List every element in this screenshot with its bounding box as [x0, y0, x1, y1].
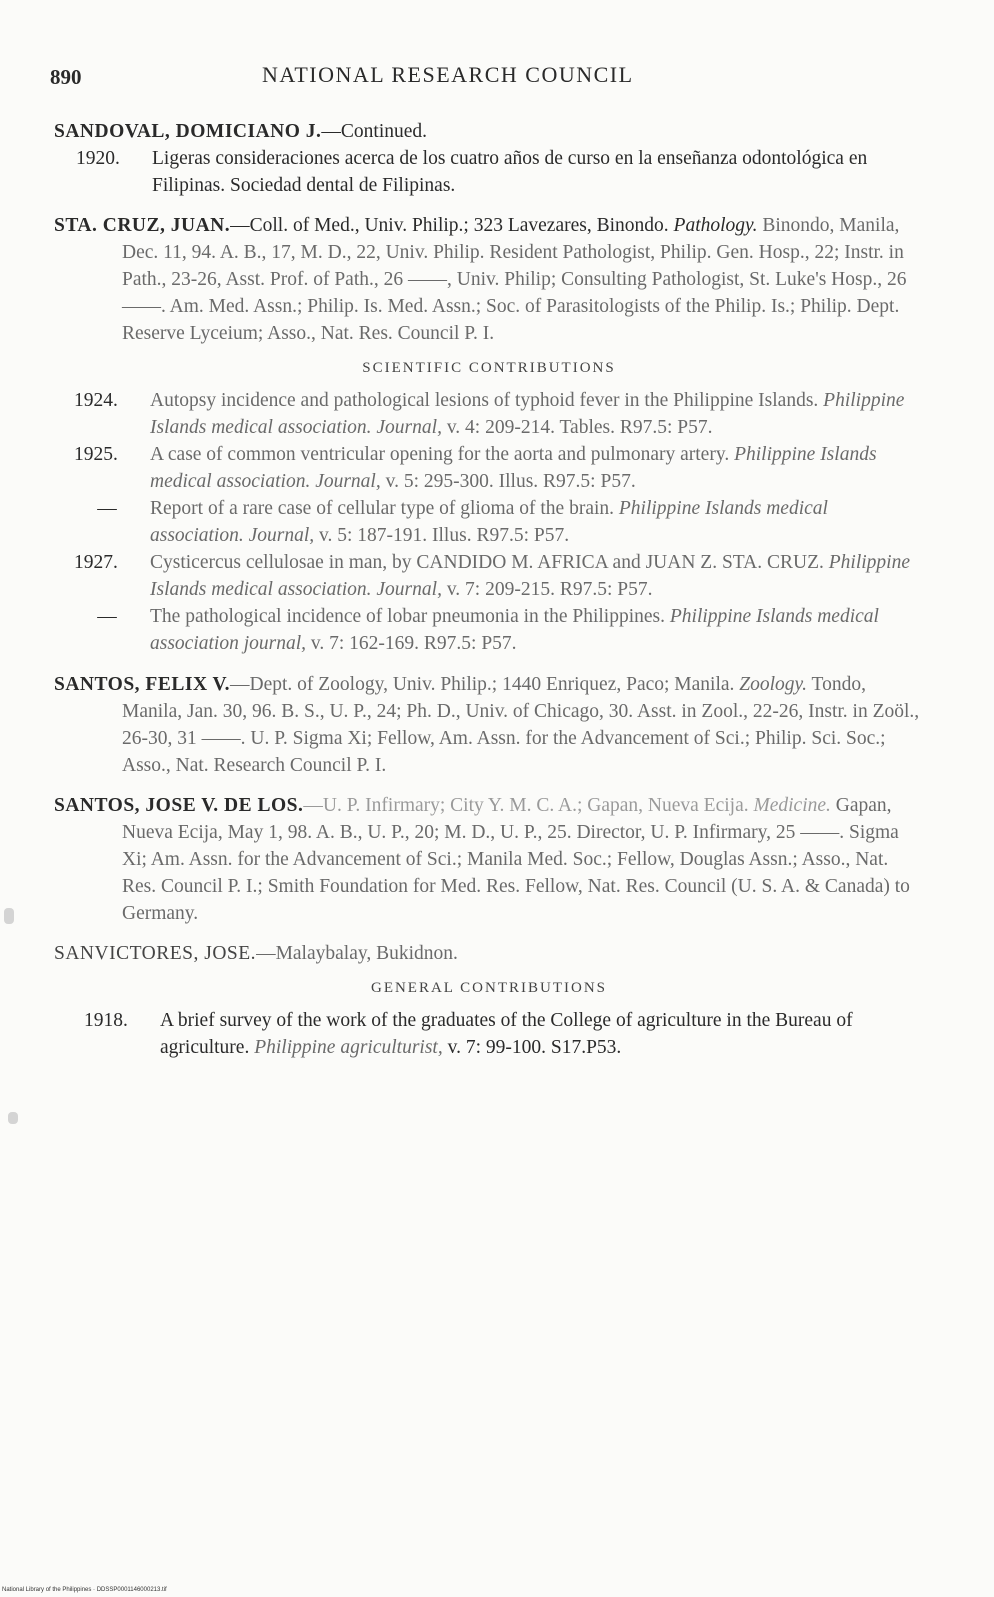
running-head: NATIONAL RESEARCH COUNCIL: [262, 62, 634, 87]
publication-year: 1918.: [84, 1010, 128, 1031]
entry-bio-a: —U. P. Infirmary; City Y. M. C. A.; Gapan, Nueva Ecija.: [303, 795, 754, 816]
entry-name: SANTOS, FELIX V.: [54, 674, 230, 695]
scan-speck: [4, 908, 14, 924]
publication-title: A brief survey of the work of the graduates of the College of agriculture in the Bureau of agriculture.: [160, 1010, 853, 1058]
entry-name: SANVICTORES, JOSE.: [54, 943, 257, 964]
publication-citation: v. 5: 295-300. Illus. R97.5: P57.: [380, 471, 636, 492]
publication-year: —: [97, 498, 117, 519]
entry-biography: [54, 671, 924, 779]
publication-item: [74, 549, 924, 603]
publication-year: 1920.: [76, 148, 120, 169]
publication-title: Cysticercus cellulosae in man, by CANDIDO M. AFRICA and JUAN Z. STA. CRUZ.: [150, 552, 829, 573]
page-body: [54, 118, 924, 1075]
entry-santos-jose: [54, 792, 924, 927]
scan-speck: [8, 1112, 18, 1124]
publication-item: [84, 1007, 924, 1061]
entry-sta-cruz: [54, 212, 924, 347]
entry-bio-b: Gapan, Nueva Ecija, May 1, 98. A. B., U. P., 20; M. D., U. P., 25. Director, U. P. Infirmary, 25 ——. Sigma Xi; Am. Assn. for the Advancement of Sci.; Manila Med. Soc.; Fellow, Douglas Assn.; Asso., Nat. Res. Council P. I.; Smith Foundation for Med. Res. Fellow, Nat. Res. Council (U. S. A. & Canada) to Germany.: [122, 795, 910, 924]
entry-biography: [54, 940, 924, 967]
publication-item: [74, 495, 924, 549]
section-heading-general: GENERAL CONTRIBUTIONS: [370, 980, 608, 996]
publication-citation: v. 4: 209-214. Tables. R97.5: P57.: [441, 417, 713, 438]
publication-title: Autopsy incidence and pathological lesions of typhoid fever in the Philippine Islands.: [150, 390, 824, 411]
publication-title: The pathological incidence of lobar pneumonia in the Philippines.: [150, 606, 670, 627]
publication-item: [74, 603, 924, 657]
entry-bio-a: —Dept. of Zoology, Univ. Philip.; 1440 Enriquez, Paco; Manila.: [230, 674, 740, 695]
publication-list: [74, 387, 924, 657]
publication-journal: Philippine Islands medical association. Journal,: [150, 444, 877, 492]
entry-field: Zoology.: [739, 674, 807, 695]
publication-citation: v. 7: 209-215. R97.5: P57.: [441, 579, 653, 600]
publication-year: 1927.: [74, 552, 118, 573]
publication-item: [76, 145, 924, 199]
entry-biography: [54, 792, 924, 927]
publication-title: A case of common ventricular opening for the aorta and pulmonary artery.: [150, 444, 735, 465]
scan-footer: National Library of the Philippines · DDSSP0001146000213.tif: [2, 1587, 167, 1593]
publication-year: 1924.: [74, 390, 118, 411]
publication-item: [74, 387, 924, 441]
entry-name: SANDOVAL, DOMICIANO J.: [54, 121, 322, 142]
publication-journal: Philippine agriculturist,: [254, 1037, 443, 1058]
entry-bio-a: —Malaybalay, Bukidnon.: [256, 943, 458, 964]
publication-title: Report of a rare case of cellular type of glioma of the brain.: [150, 498, 619, 519]
entry-suffix: —Continued.: [321, 121, 428, 142]
section-heading-scientific: SCIENTIFIC CONTRIBUTIONS: [362, 360, 616, 376]
entry-name: SANTOS, JOSE V. DE LOS.: [54, 795, 304, 816]
entry-sanvictores: [54, 940, 924, 967]
publication-journal: Philippine Islands medical association journal,: [150, 606, 879, 654]
entry-bio-b: Binondo, Manila, Dec. 11, 94. A. B., 17, M. D., 22, Univ. Philip. Resident Pathologist, Philip. Gen. Hosp., 22; Instr. in Path., 23-26, Asst. Prof. of Path., 26 ——, Univ. Philip; Consulting Pathologist, St. Luke's Hosp., 26 ——. Am. Med. Assn.; Philip. Is. Med. Assn.; Soc. of Parasitologists of the Philip. Is.; Philip. Dept. Reserve Lyceium; Asso., Nat. Res. Council P. I.: [122, 215, 907, 344]
entry-biography: [54, 212, 924, 347]
page-header: [50, 60, 930, 100]
publication-citation: v. 5: 187-191. Illus. R97.5: P57.: [314, 525, 570, 546]
publication-journal: Philippine Islands medical association. Journal,: [150, 552, 910, 600]
entry-field: Pathology.: [673, 215, 758, 236]
publication-item: [74, 441, 924, 495]
entry-heading: [54, 118, 924, 145]
entry-field: Medicine.: [753, 795, 831, 816]
publication-text: Ligeras consideraciones acerca de los cuatro años de curso en la enseñanza odontológica en Filipinas. Sociedad dental de Filipinas.: [152, 148, 868, 196]
entry-bio-b: Tondo, Manila, Jan. 30, 96. B. S., U. P., 24; Ph. D., Univ. of Chicago, 30. Asst. in Zool., 22-26, Instr. in Zoöl., 26-30, 31 ——. U. P. Sigma Xi; Fellow, Am. Assn. for the Advancement of Sci.; Philip. Sci. Soc.; Asso., Nat. Research Council P. I.: [122, 674, 920, 776]
publication-journal: Philippine Islands medical association. Journal,: [150, 498, 828, 546]
publication-citation: v. 7: 162-169. R97.5: P57.: [306, 633, 517, 654]
publication-list: [84, 1007, 924, 1061]
entry-name: STA. CRUZ, JUAN.: [54, 215, 231, 236]
publication-year: 1925.: [74, 444, 118, 465]
publication-journal: Philippine Islands medical association. Journal,: [150, 390, 905, 438]
entry-santos-felix: [54, 671, 924, 779]
publication-citation: v. 7: 99-100. S17.P53.: [442, 1037, 622, 1058]
entry-bio-a: —Coll. of Med., Univ. Philip.; 323 Lavezares, Binondo.: [230, 215, 674, 236]
publication-year: —: [97, 606, 117, 627]
page-number: 890: [50, 65, 82, 89]
entry-sandoval: [54, 118, 924, 199]
